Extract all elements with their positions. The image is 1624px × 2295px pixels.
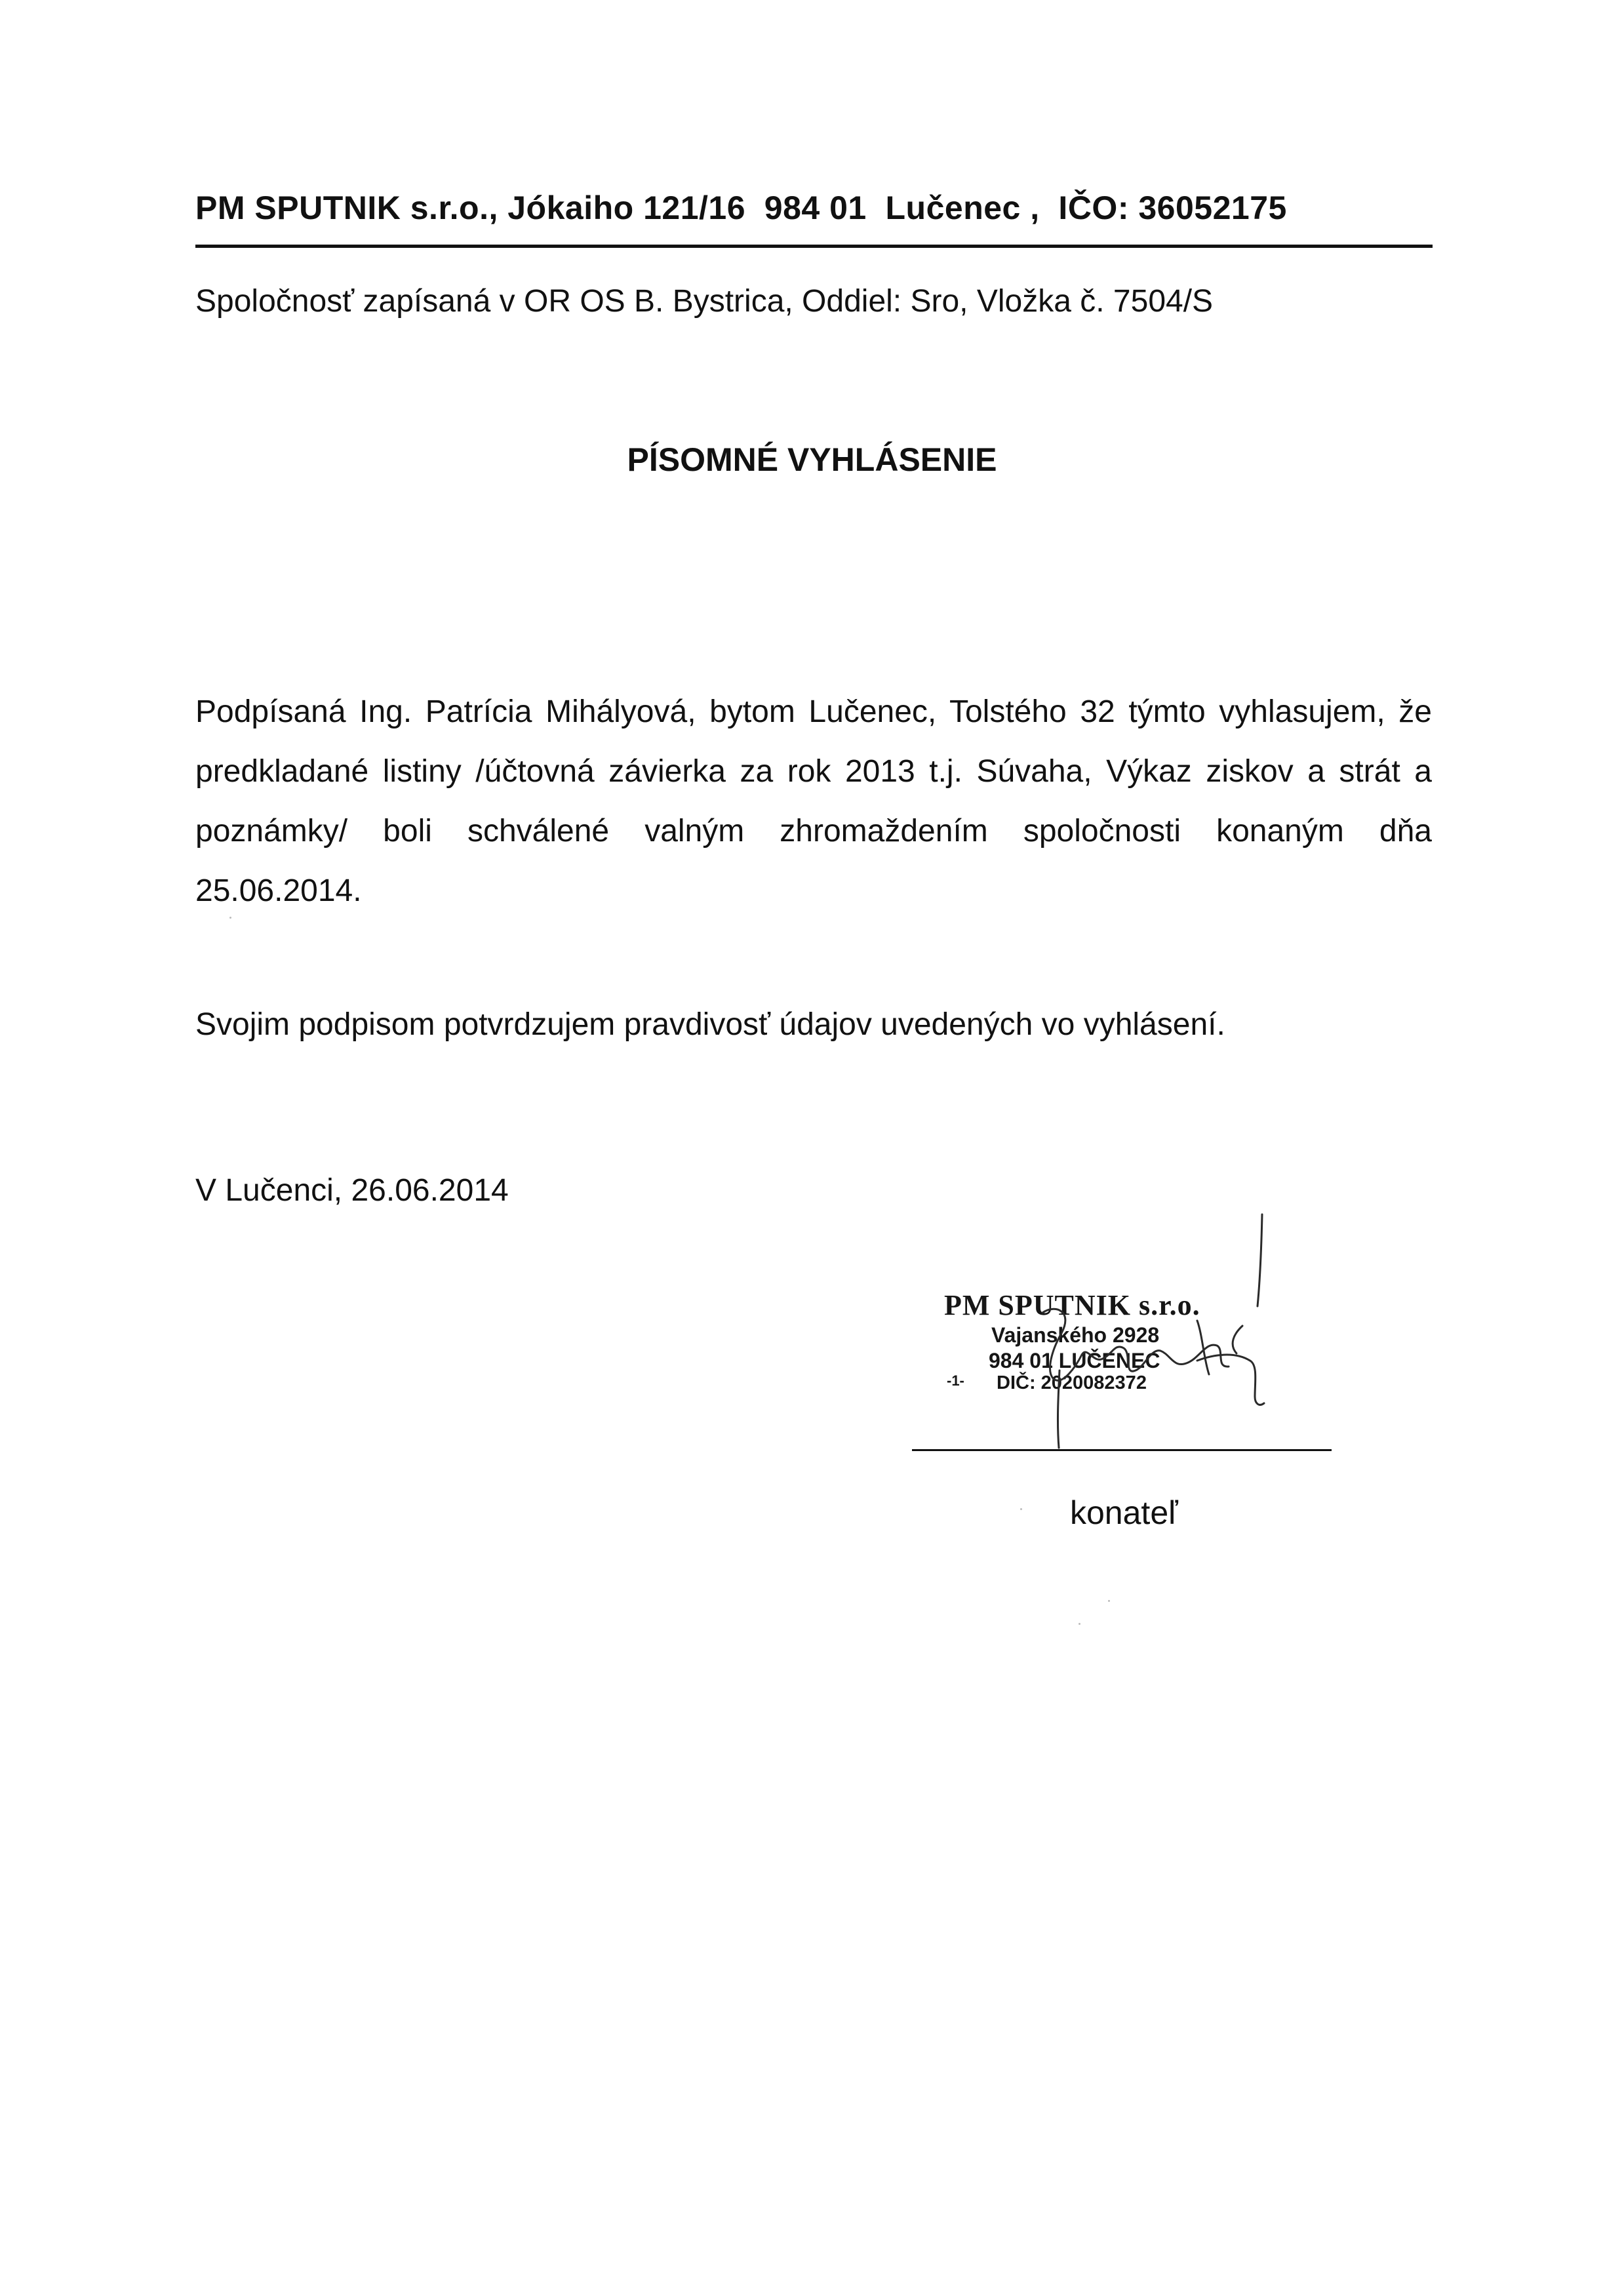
signature-stroke — [1058, 1370, 1060, 1448]
registration-info: Spoločnosť zapísaná v OR OS B. Bystrica, Oddiel: Sro, Vložka č. 7504/S — [195, 284, 1214, 319]
document-title: PÍSOMNÉ VYHLÁSENIE — [627, 441, 997, 478]
signature-line — [912, 1449, 1332, 1451]
signature-stroke — [1258, 1214, 1262, 1306]
place-and-date: V Lučenci, 26.06.2014 — [195, 1173, 509, 1208]
scan-speck — [1020, 1508, 1022, 1510]
stamp-city: 984 01 LUČENEC — [989, 1349, 1160, 1372]
stamp-company-name: PM SPUTNIK s.r.o. — [944, 1289, 1200, 1321]
handwritten-signature — [983, 1207, 1285, 1469]
signatory-role: konateľ — [1070, 1494, 1178, 1531]
scan-speck — [1079, 1623, 1080, 1625]
signature-stroke — [1197, 1355, 1264, 1405]
stamp-number: -1- — [947, 1372, 964, 1389]
declaration-paragraph: Podpísaná Ing. Patrícia Mihályová, bytom Lučenec, Tolstého 32 týmto vyhlasujem, že predkladané listiny /účtovná závierka za rok 2013 t.j. Súvaha, Výkaz ziskov a strát a poznámky/ boli schválené valným zhromaždením spoločnosti konaným dňa 25.06.2014. — [195, 694, 1432, 908]
signature-stroke — [1042, 1309, 1229, 1380]
scan-speck — [229, 917, 231, 919]
scan-speck — [1108, 1600, 1110, 1602]
confirmation-text: Svojim podpisom potvrdzujem pravdivosť údajov uvedených vo vyhlásení. — [195, 1007, 1225, 1042]
company-header: PM SPUTNIK s.r.o., Jókaiho 121/16 984 01 Lučenec , IČO: 36052175 — [195, 190, 1287, 226]
stamp-tax-id: DIČ: 2020082372 — [997, 1372, 1147, 1393]
signature-stroke — [1233, 1326, 1242, 1353]
stamp-street: Vajanského 2928 — [991, 1323, 1160, 1347]
header-divider — [195, 245, 1433, 248]
